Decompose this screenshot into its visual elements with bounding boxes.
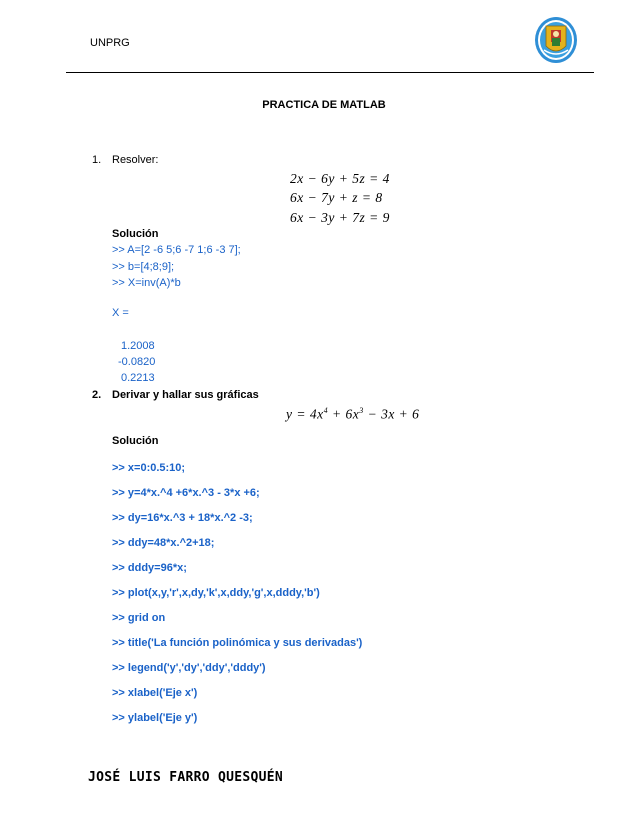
footer-author: JOSÉ LUIS FARRO QUESQUÉN	[88, 770, 284, 785]
code-line: >> dy=16*x.^3 + 18*x.^2 -3;	[112, 512, 253, 524]
section1-solution-label: Solución	[112, 228, 159, 240]
code-line: >> xlabel('Eje x')	[112, 687, 198, 699]
university-logo-icon	[534, 16, 578, 64]
code-line: >> legend('y','dy','ddy','dddy')	[112, 662, 266, 674]
eq-exponent-3: 3	[359, 406, 364, 415]
code-line: >> ylabel('Eje y')	[112, 712, 198, 724]
code-line: >> dddy=96*x;	[112, 562, 187, 574]
eq-rhs: − 3x + 6	[363, 406, 420, 422]
page-title: PRACTICA DE MATLAB	[262, 99, 386, 111]
output-variable: X =	[112, 307, 129, 319]
section1-number: 1.	[92, 154, 102, 166]
section2-solution-label: Solución	[112, 435, 159, 447]
equation-2: 6x − 7y + z = 8	[290, 190, 383, 205]
header-divider	[66, 72, 594, 73]
code-line: >> A=[2 -6 5;6 -7 1;6 -3 7];	[112, 244, 241, 256]
code-line: >> title('La función polinómica y sus derivadas')	[112, 637, 363, 649]
header-org: UNPRG	[90, 37, 130, 49]
code-line: >> b=[4;8;9];	[112, 261, 175, 273]
code-line: >> X=inv(A)*b	[112, 277, 181, 289]
code-line: >> x=0:0.5:10;	[112, 462, 186, 474]
section2-label: Derivar y hallar sus gráficas	[112, 389, 259, 401]
eq-mid: + 6x	[328, 406, 360, 422]
section1-label: Resolver:	[112, 154, 159, 166]
output-value: 1.2008	[121, 340, 155, 352]
code-line: >> grid on	[112, 612, 166, 624]
polynomial-equation	[286, 406, 419, 423]
code-line: >> plot(x,y,'r',x,dy,'k',x,ddy,'g',x,dddy,'b')	[112, 587, 320, 599]
eq-exponent-4: 4	[323, 406, 329, 415]
output-value: 0.2213	[121, 372, 155, 384]
code-line: >> y=4*x.^4 +6*x.^3 - 3*x +6;	[112, 487, 260, 499]
output-value: -0.0820	[118, 356, 156, 368]
eq-lhs: y = 4x	[286, 406, 324, 422]
equation-1: 2x − 6y + 5z = 4	[290, 171, 390, 186]
equation-3: 6x − 3y + 7z = 9	[290, 210, 390, 225]
section2-number: 2.	[92, 389, 102, 401]
code-line: >> ddy=48*x.^2+18;	[112, 537, 215, 549]
